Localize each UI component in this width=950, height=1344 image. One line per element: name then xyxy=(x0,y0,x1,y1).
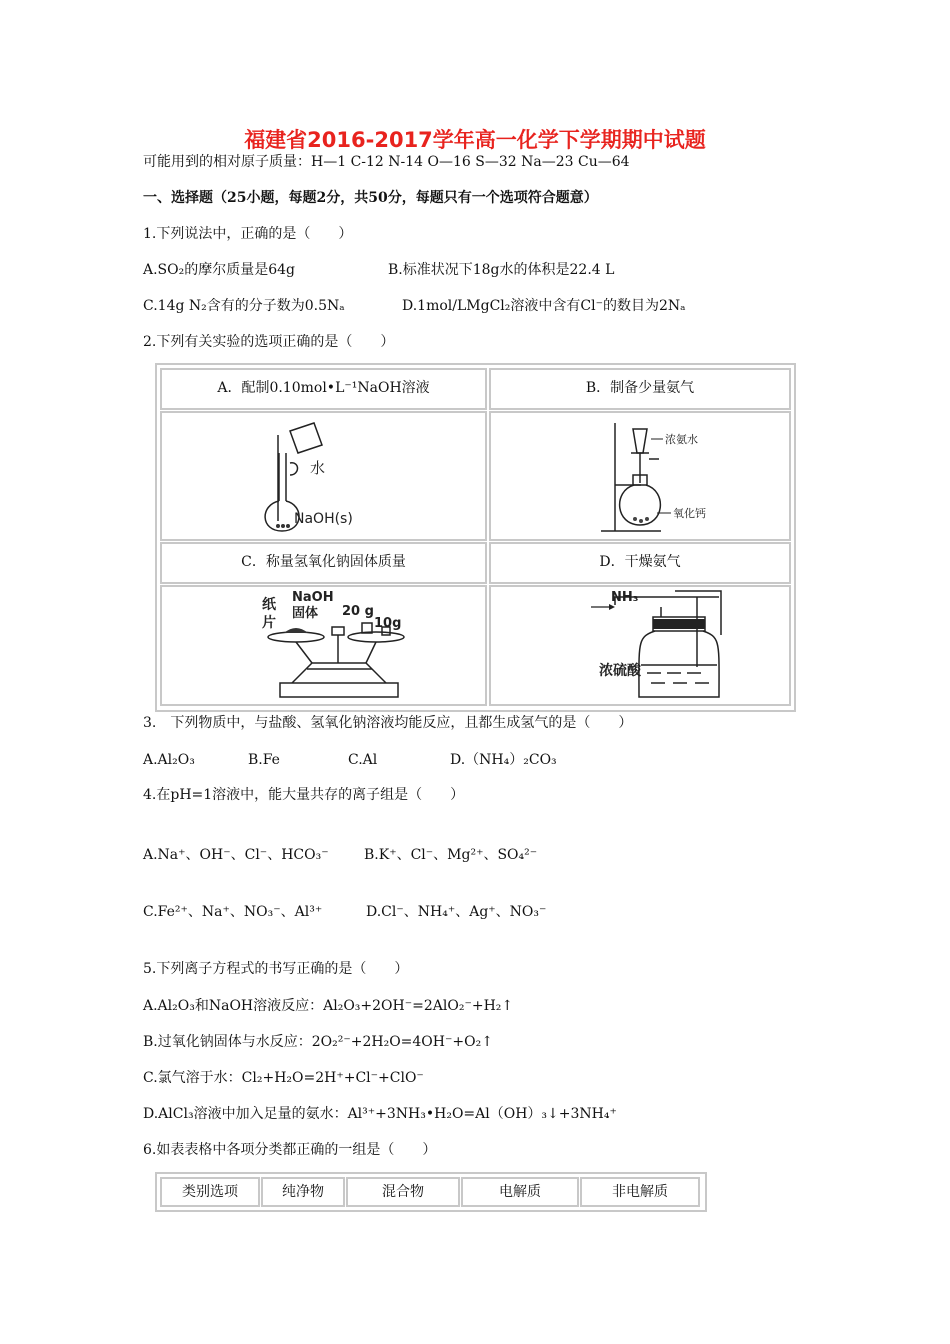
q4-option-b: B.K⁺、Cl⁻、Mg²⁺、SO₄²⁻ xyxy=(364,847,538,863)
atomic-masses: 可能用到的相对原子质量：H—1 C-12 N-14 O—16 S—32 Na—23 Cu—64 xyxy=(143,154,630,170)
q5-option-a: A.Al₂O₃和NaOH溶液反应：Al₂O₃+2OH⁻=2AlO₂⁻+H₂↑ xyxy=(143,998,514,1014)
q6-header-pure: 纯净物 xyxy=(261,1177,345,1207)
q3-stem: 3. 下列物质中，与盐酸、氢氧化钠溶液均能反应，且都生成氢气的是（ ） xyxy=(143,715,633,731)
q1-option-b: B.标准状况下18g水的体积是22.4 L xyxy=(388,262,615,278)
q6-stem: 6.如表表格中各项分类都正确的一组是（ ） xyxy=(143,1142,437,1158)
q3-option-d: D.（NH₄）₂CO₃ xyxy=(450,752,557,768)
q4-stem: 4.在pH=1溶液中，能大量共存的离子组是（ ） xyxy=(143,787,465,803)
q2-figure-b xyxy=(489,411,791,541)
q5-option-b: B.过氧化钠固体与水反应：2O₂²⁻+2H₂O=4OH⁻+O₂↑ xyxy=(143,1034,493,1050)
q2-figure-d xyxy=(489,585,791,706)
nh3-label: NH₃ xyxy=(611,590,639,605)
q2-table xyxy=(155,363,796,712)
q6-header-mixture: 混合物 xyxy=(346,1177,460,1207)
conc-ammonia-label: 浓氨水 xyxy=(665,433,698,446)
q2-cell-c-label: C．称量氢氧化钠固体质量 xyxy=(160,542,487,584)
section-heading: 一、选择题（25小题，每题2分，共50分，每题只有一个选项符合题意） xyxy=(143,190,598,206)
q3-option-b: B.Fe xyxy=(248,752,280,768)
q1-option-a: A.SO₂的摩尔质量是64g xyxy=(143,262,296,278)
q5-option-c: C.氯气溶于水：Cl₂+H₂O=2H⁺+Cl⁻+ClO⁻ xyxy=(143,1070,424,1086)
conc-sulfuric-acid-label: 浓硫酸 xyxy=(599,663,641,679)
weight-10g-label: 10g xyxy=(374,616,402,631)
q1-option-c: C.14g N₂含有的分子数为0.5Nₐ xyxy=(143,298,345,314)
page-title: 福建省2016-2017学年高一化学下学期期中试题 xyxy=(244,128,706,152)
q5-stem: 5.下列离子方程式的书写正确的是（ ） xyxy=(143,961,409,977)
q6-table xyxy=(155,1172,707,1212)
naoh-solid-label: NaOH(s) xyxy=(294,511,353,527)
q2-figure-a xyxy=(160,411,487,541)
q4-option-a: A.Na⁺、OH⁻、Cl⁻、HCO₃⁻ xyxy=(143,847,329,863)
q6-header-category: 类别选项 xyxy=(160,1177,260,1207)
q3-option-a: A.Al₂O₃ xyxy=(143,752,195,768)
q2-cell-d-label: D．干燥氨气 xyxy=(489,542,791,584)
volumetric-flask-diagram xyxy=(162,413,485,539)
cao-label: 氧化钙 xyxy=(673,507,706,520)
q5-option-d: D.AlCl₃溶液中加入足量的氨水：Al³⁺+3NH₃•H₂O=Al（OH）₃↓+3NH₄⁺ xyxy=(143,1106,617,1122)
q1-stem: 1.下列说法中，正确的是（ ） xyxy=(143,226,353,242)
balance-diagram xyxy=(162,587,485,704)
paper-label-1: 纸 xyxy=(262,597,276,613)
water-label: 水 xyxy=(310,459,326,477)
q2-cell-a-label: A．配制0.10mol•L⁻¹NaOH溶液 xyxy=(160,368,487,410)
q4-option-d: D.Cl⁻、NH₄⁺、Ag⁺、NO₃⁻ xyxy=(366,904,547,920)
q2-stem: 2.下列有关实验的选项正确的是（ ） xyxy=(143,334,395,350)
q2-cell-b-label: B．制备少量氨气 xyxy=(489,368,791,410)
naoh-label-2: 固体 xyxy=(292,606,319,621)
naoh-label-1: NaOH xyxy=(292,590,334,605)
ammonia-apparatus-diagram xyxy=(491,413,789,539)
q2-figure-c xyxy=(160,585,487,706)
q1-option-d: D.1mol/LMgCl₂溶液中含有Cl⁻的数目为2Nₐ xyxy=(402,298,686,314)
q4-option-c: C.Fe²⁺、Na⁺、NO₃⁻、Al³⁺ xyxy=(143,904,323,920)
q6-header-nonelectrolyte: 非电解质 xyxy=(580,1177,700,1207)
q6-header-electrolyte: 电解质 xyxy=(461,1177,579,1207)
weight-20g-label: 20 g xyxy=(342,604,374,619)
drying-bottle-diagram xyxy=(491,587,789,704)
q3-option-c: C.Al xyxy=(348,752,378,768)
paper-label-2: 片 xyxy=(262,615,276,631)
